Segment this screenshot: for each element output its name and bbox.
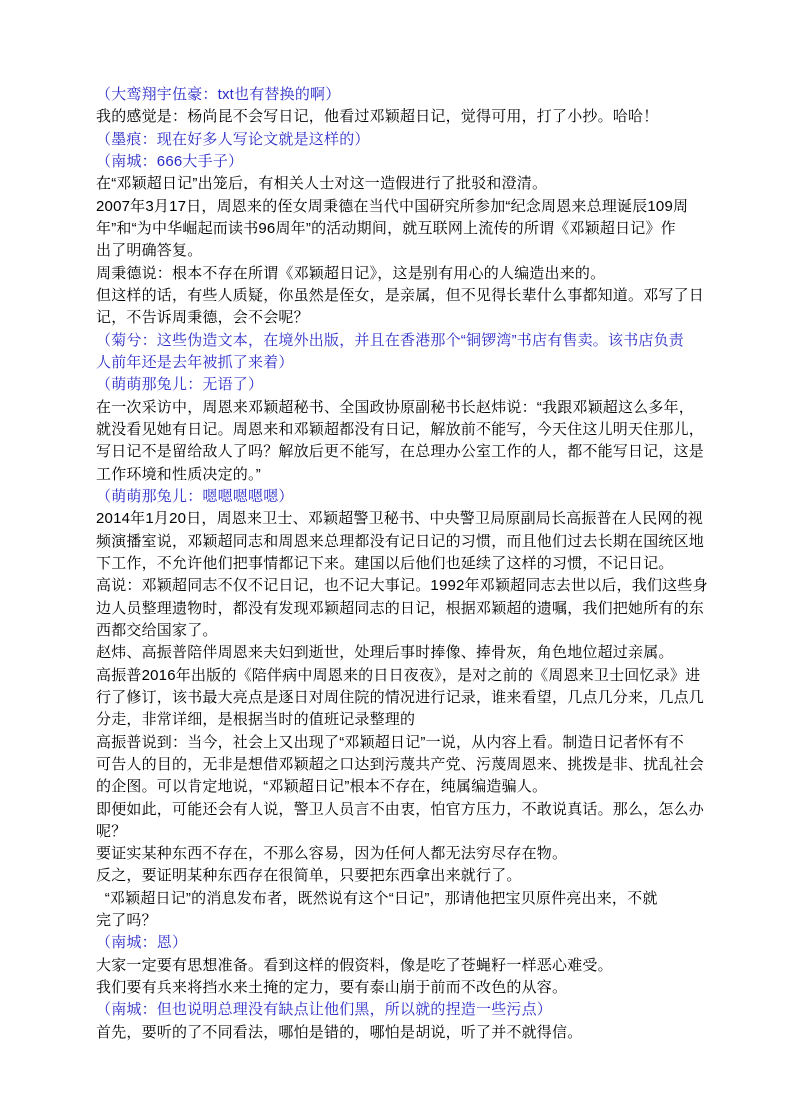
text-line: （大鸾翔宇伍豪：txt也有替换的啊） (96, 86, 341, 103)
text-line: 西都交给国家了。 (96, 621, 218, 639)
text-line: 工作环境和性质决定的。” (96, 465, 261, 483)
text-line: 行了修订，该书最大亮点是逐日对周住院的情况进行记录，谁来看望，几点几分来，几点几 (96, 688, 705, 706)
text-line: 大家一定要有思想准备。看到这样的假资料，像是吃了苍蝇籽一样恶心难受。 (96, 956, 613, 974)
text-line: 频演播室说，邓颖超同志和周恩来总理都没有记日记的习惯，而且他们过去长期在国统区地 (96, 532, 705, 550)
text-line: 记，不告诉周秉德，会不会呢？ (96, 309, 309, 327)
text-line: 高说：邓颖超同志不仅不记日记，也不记大事记。1992年邓颖超同志去世以后，我们这些身 (96, 577, 708, 595)
text-line: 就没看见她有日记。周恩来和邓颖超都没有日记，解放前不能写，今天住这儿明天住那儿， (96, 420, 705, 438)
text-line: 人前年还是去年被抓了来着） (96, 353, 294, 371)
text-line: 我的感觉是：杨尚昆不会写日记，他看过邓颖超日记，觉得可用，打了小抄。哈哈！ (96, 108, 659, 126)
text-line: 高振普说到：当今，社会上又出现了“邓颖超日记”一说，从内容上看。制造日记者怀有不 (96, 733, 684, 751)
text-line: “邓颖超日记”的消息发布者，既然说有这个“日记”，那请他把宝贝原件亮出来，不就 (96, 889, 658, 907)
text-line: （南城：恩） (96, 934, 188, 952)
text-line: 下工作，不允许他们把事情都记下来。建国以后他们也延续了这样的习惯，不记日记。 (96, 554, 674, 572)
text-line: 我们要有兵来将挡水来土掩的定力，要有泰山崩于前而不改色的从容。 (96, 979, 568, 997)
text-line: 在一次采访中，周恩来邓颖超秘书、全国政协原副秘书长赵炜说：“我跟邓颖超这么多年， (96, 398, 694, 416)
document-page (96, 84, 712, 1044)
text-line: 出了明确答复。 (96, 242, 203, 260)
text-line: 呢？ (96, 822, 127, 840)
text-line: 可告人的目的，无非是想借邓颖超之口达到污蔑共产党、污蔑周恩来、挑拨是非、扰乱社会 (96, 755, 705, 773)
text-line: （南城：但也说明总理没有缺点让他们黑，所以就的捏造一些污点） (96, 1001, 553, 1019)
text-line: 首先，要听的了不同看法，哪怕是错的，哪怕是胡说，听了并不就得信。 (96, 1023, 583, 1041)
text-line: 2014年1月20日，周恩来卫士、邓颖超警卫秘书、中央警卫局原副局长高振普在人民网的视 (96, 510, 703, 528)
text-line: （南城：666大手子） (96, 152, 244, 170)
text-line: （萌萌那兔儿：无语了） (96, 376, 264, 394)
text-line: 周秉德说：根本不存在所谓《邓颖超日记》，这是别有用心的人编造出来的。 (96, 264, 606, 282)
text-line: 在“邓颖超日记”出笼后，有相关人士对这一造假进行了批驳和澄清。 (96, 175, 548, 193)
text-line: 但这样的话，有些人质疑，你虽然是侄女，是亲属，但不见得长辈什么事都知道。邓写了日 (96, 286, 705, 304)
text-line: 完了吗？ (96, 912, 157, 930)
text-line: 2007年3月17日，周恩来的侄女周秉德在当代中国研究所参加“纪念周恩来总理诞辰109周 (96, 197, 689, 215)
text-line: （菊兮：这些伪造文本，在境外出版，并且在香港那个“铜锣湾”书店有售卖。该书店负责 (96, 331, 684, 349)
text-line: 要证实某种东西不存在，不那么容易，因为任何人都无法穷尽存在物。 (96, 845, 568, 863)
text-line: （萌萌那兔儿：嗯嗯嗯嗯嗯） (96, 487, 294, 505)
text-line: 赵炜、高振普陪伴周恩来夫妇到逝世，处理后事时捧像、捧骨灰，角色地位超过亲属。 (96, 644, 674, 662)
text-line: （墨痕：现在好多人写论文就是这样的） (96, 130, 370, 148)
text-line: 反之，要证明某种东西存在很简单，只要把东西拿出来就行了。 (96, 867, 522, 885)
text-line: 年”和“为中华崛起而读书96周年”的活动期间，就互联网上流传的所谓《邓颖超日记》作 (96, 219, 676, 237)
text-line: 即便如此，可能还会有人说，警卫人员言不由衷，怕官方压力，不敢说真话。那么，怎么办 (96, 800, 705, 818)
text-line: 高振普2016年出版的《陪伴病中周恩来的日日夜夜》，是对之前的《周恩来卫士回忆录》进 (96, 666, 701, 684)
text-line: 写日记不是留给敌人了吗？解放后更不能写，在总理办公室工作的人，都不能写日记，这是 (96, 443, 705, 461)
text-line: 边人员整理遗物时，都没有发现邓颖超同志的日记，根据邓颖超的遗嘱，我们把她所有的东 (96, 599, 705, 617)
text-line: 的企图。可以肯定地说，“邓颖超日记”根本不存在，纯属编造骗人。 (96, 778, 548, 796)
text-line: 分走，非常详细，是根据当时的值班记录整理的 (96, 711, 416, 729)
